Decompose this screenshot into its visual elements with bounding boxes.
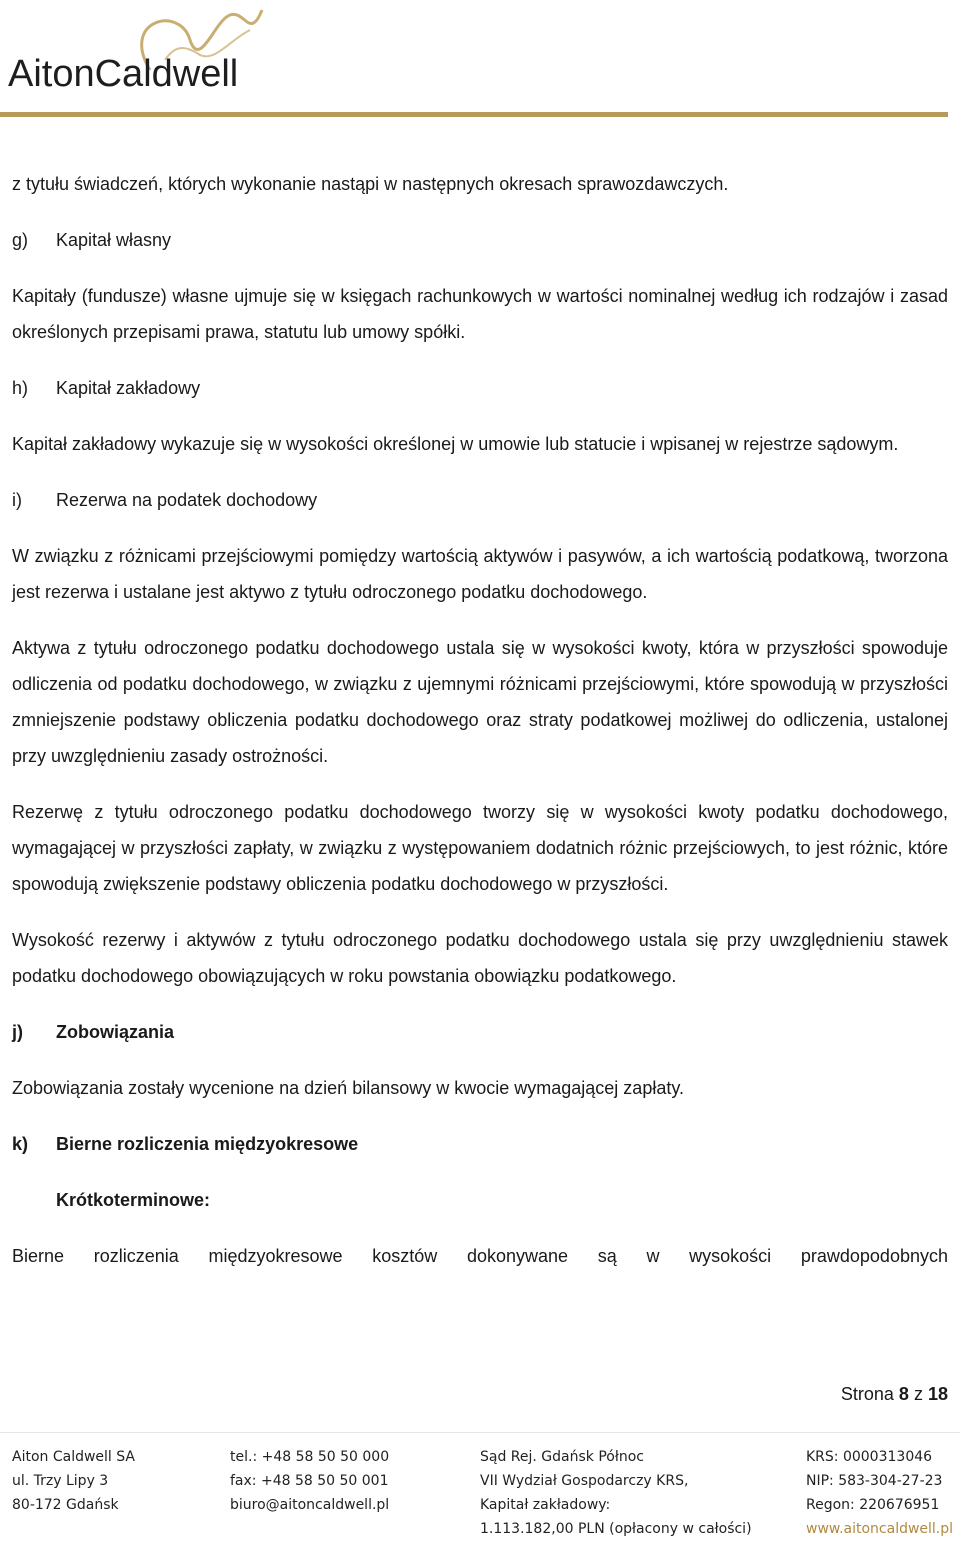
footer-registry — [806, 1445, 953, 1541]
page-total: 18 — [927, 1384, 948, 1404]
section-h-heading — [12, 370, 948, 406]
section-h-text: Kapitał zakładowy wykazuje się w wysokości określonej w umowie lub statucie i wpisanej w rejestrze sądowym. — [12, 434, 899, 454]
email-link[interactable]: biuro@aitoncaldwell.pl — [230, 1497, 390, 1513]
section-title: Zobowiązania — [56, 1022, 175, 1042]
section-title: Kapitał zakładowy — [56, 378, 201, 398]
company-name: Aiton Caldwell SA — [12, 1449, 135, 1465]
regon-number: Regon: 220676951 — [806, 1497, 940, 1513]
section-label: g) — [12, 230, 29, 250]
section-j-heading — [12, 1014, 948, 1050]
page-current: 8 — [898, 1384, 909, 1404]
section-k-text: Bierne rozliczenia międzyokresowe kosztów dokonywane są w wysokości prawdopodobnych — [12, 1246, 948, 1266]
nip-number: NIP: 583-304-27-23 — [806, 1473, 943, 1489]
document-body — [12, 166, 948, 1274]
section-k-subheading: Krótkoterminowe: — [56, 1190, 211, 1210]
section-j-text: Zobowiązania zostały wycenione na dzień bilansowy w kwocie wymagającej zapłaty. — [12, 1078, 685, 1098]
capital-label: Kapitał zakładowy: — [480, 1497, 611, 1513]
page-prefix: Strona — [840, 1384, 894, 1404]
section-i-text-3: Rezerwę z tytułu odroczonego podatku dochodowego tworzy się w wysokości kwoty podatku dochodowego, wymagającej w przyszłości zapłaty, w związku z występowaniem dodatnich różnic przejściowych, to jest różnic, które spowodują zwiększenie podstawy obliczenia podatku dochodowego w przyszłości. — [12, 802, 948, 894]
court-dept: VII Wydział Gospodarczy KRS, — [480, 1473, 689, 1489]
section-i-heading — [12, 482, 948, 518]
aitoncaldwell-logo — [0, 0, 300, 100]
footer-contact — [230, 1445, 389, 1517]
website-link[interactable]: www.aitoncaldwell.pl — [806, 1521, 954, 1537]
section-title: Bierne rozliczenia międzyokresowe — [56, 1134, 359, 1154]
section-i-text-1: W związku z różnicami przejściowymi pomiędzy wartością aktywów i pasywów, a ich wartością podatkową, tworzona jest rezerwa i ustalane jest aktywo z tytułu odroczonego podatku dochodowego. — [12, 546, 948, 602]
section-k-heading — [12, 1126, 948, 1162]
section-label: i) — [12, 490, 22, 510]
header-divider — [0, 112, 948, 117]
company-city: 80-172 Gdańsk — [12, 1497, 119, 1513]
footer-company — [12, 1445, 135, 1517]
section-label: k) — [12, 1134, 29, 1154]
intro-paragraph: z tytułu świadczeń, których wykonanie nastąpi w następnych okresach sprawozdawczych. — [12, 174, 729, 194]
section-label: h) — [12, 378, 29, 398]
section-i-text-4: Wysokość rezerwy i aktywów z tytułu odroczonego podatku dochodowego ustala się przy uwzględnieniu stawek podatku dochodowego obowiązujących w roku powstania obowiązku podatkowego. — [12, 930, 948, 986]
page-footer — [0, 1432, 960, 1541]
company-street: ul. Trzy Lipy 3 — [12, 1473, 109, 1489]
page-number — [841, 1380, 948, 1408]
section-title: Rezerwa na podatek dochodowy — [56, 490, 318, 510]
section-label: j) — [12, 1022, 23, 1042]
footer-court — [480, 1445, 752, 1541]
section-title: Kapitał własny — [56, 230, 172, 250]
phone: tel.: +48 58 50 50 000 — [230, 1449, 390, 1465]
section-g-text: Kapitały (fundusze) własne ujmuje się w księgach rachunkowych w wartości nominalnej według ich rodzajów i zasad określonych przepisami prawa, statutu lub umowy spółki. — [12, 286, 948, 342]
logo-wordmark: AitonCaldwell — [8, 53, 239, 95]
page-header — [0, 0, 960, 120]
court-name: Sąd Rej. Gdańsk Północ — [480, 1449, 644, 1465]
capital-value: 1.113.182,00 PLN (opłacony w całości) — [480, 1521, 752, 1537]
fax: fax: +48 58 50 50 001 — [230, 1473, 389, 1489]
section-i-text-2: Aktywa z tytułu odroczonego podatku dochodowego ustala się w wysokości kwoty, która w przyszłości spowoduje odliczenia od podatku dochodowego, w związku z ujemnymi różnicami przejściowymi, które spowodują w przyszłości zmniejszenie podstawy obliczenia podatku dochodowego oraz straty podatkowej możliwej do odliczenia, ustalonej przy uwzględnieniu zasady ostrożności. — [12, 638, 948, 766]
page-sep: z — [913, 1384, 923, 1404]
section-g-heading — [12, 222, 948, 258]
krs-number: KRS: 0000313046 — [806, 1449, 933, 1465]
